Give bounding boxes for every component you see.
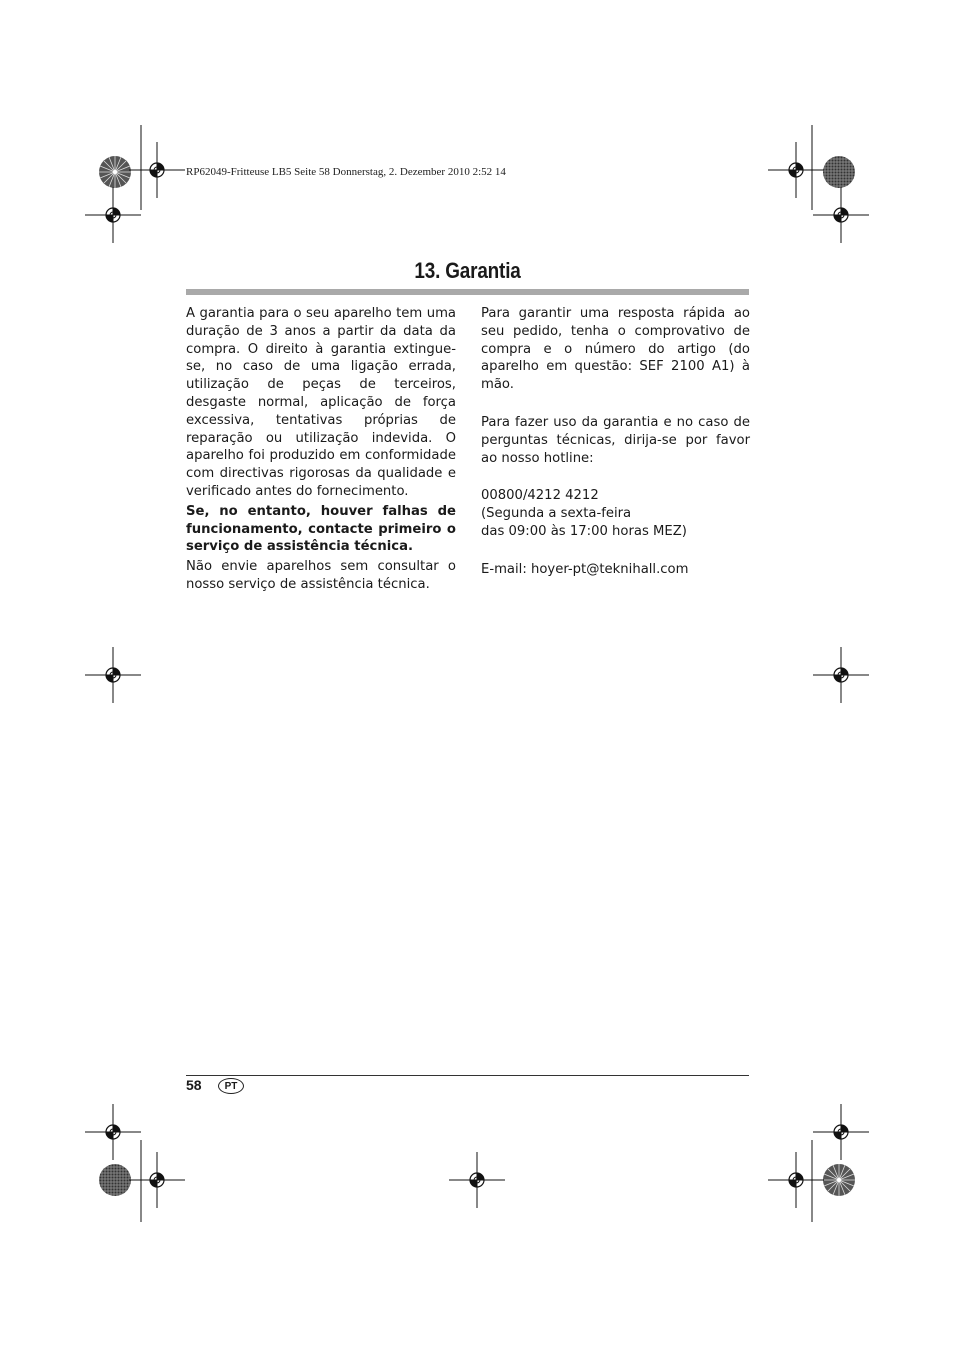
crosshair-icon: [449, 1152, 505, 1208]
starburst-icon: [99, 1164, 131, 1196]
quick-response-paragraph: Para garantir uma resposta rápida ao seu pedido, tenha o comprovativo de compra e o número do artigo (do aparelho em questão: SEF 2100 A1) à mão.: [481, 306, 750, 393]
hotline-hours-line2: das 09:00 às 17:00 horas MEZ): [481, 523, 687, 539]
crosshair-icon: [85, 647, 141, 703]
hotline-intro: Para fazer uso da garantia e no caso de perguntas técnicas, dirija-se por favor ao nosso hotline:: [481, 414, 750, 466]
title-underline-bar: [186, 289, 749, 295]
shipping-notice: Não envie aparelhos sem consultar o nosso serviço de assistência técnica.: [186, 559, 456, 592]
warranty-paragraph: A garantia para o seu aparelho tem uma duração de 3 anos a partir da data da compra. O direito à garantia extingue-se, no caso de uma ligação errada, utilização de peças de terceiros, desgaste normal, aplicação de força excessiva, tentativas próprias de reparação ou utilização indevida. O aparelho foi produzido em conformidade com directivas rigorosas da qualidade e verificado antes do fornecimento.: [186, 306, 456, 499]
crosshair-icon: [85, 187, 141, 243]
crosshair-icon: [813, 1104, 869, 1160]
print-header: RP62049-Fritteuse LB5 Seite 58 Donnerstag, 2. Dezember 2010 2:52 14: [186, 166, 506, 178]
service-notice-bold: Se, no entanto, houver falhas de funcionamento, contacte primeiro o serviço de assistência técnica.: [186, 503, 456, 555]
crosshair-icon: [85, 1104, 141, 1160]
starburst-icon: [823, 1164, 855, 1196]
page-number: 58: [186, 1077, 202, 1093]
page-title: 13. Garantia: [414, 258, 521, 283]
crosshair-icon: [129, 1152, 185, 1208]
right-column: [481, 305, 750, 579]
starburst-icon: [99, 156, 131, 188]
crosshair-icon: [813, 647, 869, 703]
crosshair-icon: [129, 142, 185, 198]
crosshair-icon: [813, 187, 869, 243]
footer-rule: [186, 1075, 749, 1076]
support-email: E-mail: hoyer-pt@teknihall.com: [481, 561, 689, 577]
left-column: [186, 305, 456, 594]
hotline-hours-line1: (Segunda a sexta-feira: [481, 506, 632, 522]
crosshair-icon: [768, 1152, 824, 1208]
hotline-number: 00800/4212 4212: [481, 488, 599, 504]
crosshair-icon: [768, 142, 824, 198]
starburst-icon: [823, 156, 855, 188]
language-badge: PT: [218, 1078, 244, 1094]
